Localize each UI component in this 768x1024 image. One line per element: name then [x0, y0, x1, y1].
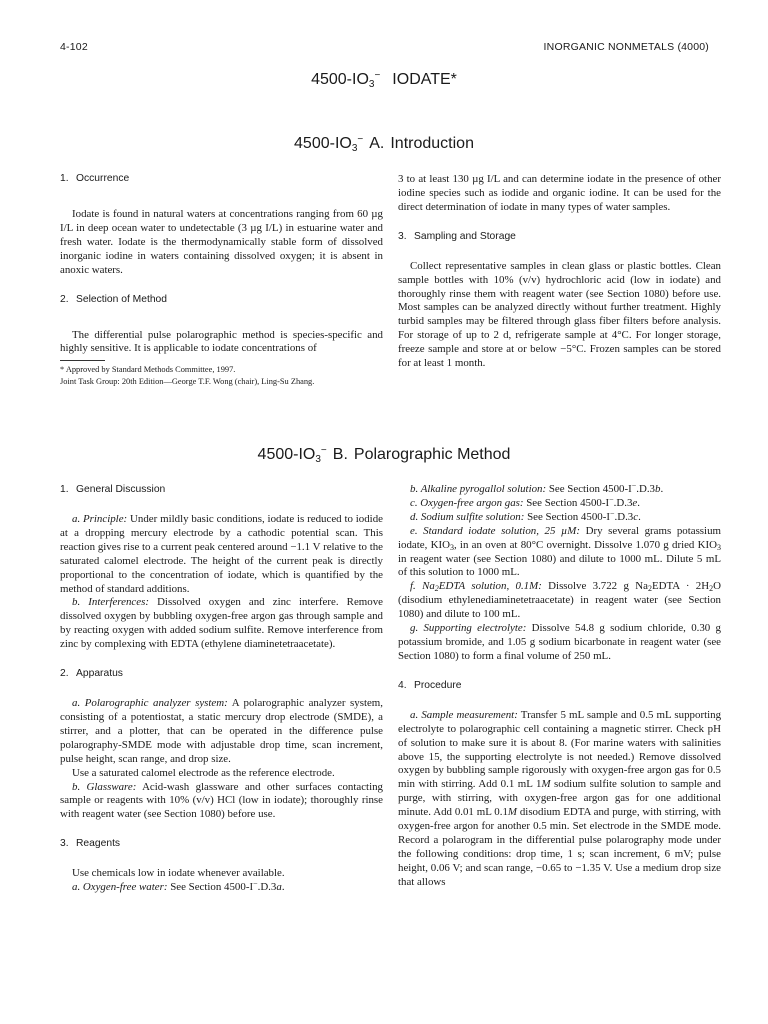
footnote-rule [60, 360, 105, 361]
paragraph-principle: a. Principle: Under mildly basic conditions, iodate is reduced to iodide at a dropping mercury electrode by a cathodic potential scan. This reaction gives rise to a current peak centered around −1.1 V relative to the saturated calomel electrode. The height of the current peak is directly proportional to the concentration of iodate, which is quantified by the method of standard additions. [60, 513, 383, 595]
heading-selection-of-method: 2. Selection of Method [60, 293, 168, 305]
heading-general-discussion: 1. General Discussion [60, 484, 166, 495]
paragraph-selection-of-method: The differential pulse polarographic method is species-specific and highly sensitive. It is applicable to iodate concentrations of [60, 328, 383, 355]
paragraph-sodium-sulfite: d. Sodium sulfite solution: See Section 4500-I−.D.3c. [410, 508, 641, 523]
paragraph-polarographic-analyzer: a. Polarographic analyzer system: A polarographic analyzer system, consisting of a potentiostat, a static mercury drop electrode (SMDE), a stirrer, and a plotter, that can be operated in the difference pulse polarography-SMDE mode with adjustable drop time, scan increment, pulse height, scan range, and drop size. [60, 697, 383, 765]
section-b-right-column [398, 483, 721, 890]
footnote-approval: * Approved by Standard Methods Committee, 1997. [60, 365, 236, 374]
heading-sampling-and-storage: 3. Sampling and Storage [398, 230, 516, 242]
section-b-title: $4500-IO_3^-$ B. Polarographic Method [257, 445, 511, 465]
paragraph-supporting-electrolyte: g. Supporting electrolyte: Dissolve 54.8 g sodium chloride, 0.30 g potassium bromide, and 1.05 g sodium bicarbonate in reagent water (see Section 1080) to form a final volume of 250 mL. [398, 622, 721, 662]
paragraph-sampling-and-storage: Collect representative samples in clean glass or plastic bottles. Clean sample bottles with 10% (v/v) hydrochloric acid (low in iodate) and thoroughly rinse them with reagent water (see Section 1080) before use. Most samples can be analyzed directly without further treatment. Highly turbid samples may be filtered through glass fiber filters before analysis. For storage of up to 2 d, refrigerate sample at 4°C. For longer storage, freeze sample and store at or below −5°C. Frozen samples can be stored for at least 1 month. [398, 259, 721, 370]
footnote-task-group: Joint Task Group: 20th Edition—George T.F. Wong (chair), Ling-Su Zhang. [60, 377, 315, 386]
heading-reagents: 3. Reagents [60, 838, 121, 850]
paragraph-oxygen-free-water: a. Oxygen-free water: See Section 4500-I−.D.3a. [72, 879, 285, 894]
section-a-title: $4500-IO_3^-$ A. Introduction [294, 134, 474, 154]
heading-occurrence: 1. Occurrence [60, 173, 130, 184]
paragraph-na2edta: f. $Na_2EDTA$ solution, 0.1M: Dissolve 3.722 g $Na_2EDTA \cdot 2H_2O$ (disodium ethylenediaminetetraacetate) in reagent water (see Section 1080) and dilute to 100 mL. [398, 580, 721, 621]
paragraph-oxygen-free-argon: c. Oxygen-free argon gas: See Section 4500-I−.D.3e. [410, 494, 640, 509]
paragraph-standard-iodate: e. Standard iodate solution, 25 µM: Dry several grams potassium iodate, $KIO_3$, in an oven at 80°C overnight. Dissolve 1.070 g dried $KIO_3$ in reagent water (see Section 1080) and dilute to 1000 mL. Dilute 5 mL of this solution to 1000 mL. [398, 524, 721, 579]
paragraph-occurrence: Iodate is found in natural waters at concentrations ranging from 60 µg I/L in deep ocean water to undetectable (3 µg I/L) in estuarine water and fresh water. Iodate is the thermodynamically stable form of dissolved inorganic iodine in waters containing dissolved oxygen; it is absent in anoxic waters. [60, 208, 383, 276]
paragraph-reagents-intro: Use chemicals low in iodate whenever available. [72, 867, 285, 880]
paragraph-sample-measurement: a. Sample measurement: Transfer 5 mL sample and 0.5 mL supporting electrolyte to polarographic cell containing a magnetic stirrer. Check pH of solution to make sure it is about 8. (For marine waters with salinities above 15, the supporting electrolyte is not needed.) Remove dissolved oxygen by bubbling sample rigorously with oxygen-free argon gas for 0.5 min with stirring. Add 0.1 mL 1M sodium sulfite solution to sample and purge, with stirring, with oxygen-free argon gas for one additional minute. Add 0.01 mL 0.1M disodium EDTA and purge, with stirring, with oxygen-free argon for another 0.5 min. Set electrode in the SMDE mode. Record a polarogram in the differential pulse polarography mode under the following conditions: drop time, 1 s; scan increment, 6 mV; pulse height, 0.06 V; and scan range, −0.65 to −1.35 V. Use a medium drop size that allows [398, 708, 722, 888]
paragraph-alkaline-pyrogallol: b. Alkaline pyrogallol solution: See Section 4500-I−.D.3b. [410, 481, 664, 495]
section-a-right-column [398, 173, 721, 371]
section-a-left-column [60, 172, 383, 356]
document-title: $4500-IO_3^-$ IODATE* [311, 70, 457, 90]
paragraph-interferences: b. Interferences: Dissolved oxygen and zinc interfere. Remove dissolved oxygen by bubbling oxygen-free argon gas through sample and by reacting oxygen with added sodium sulfite. Remove interference from zinc by complexing with EDTA (ethylene diaminetetraacetate). [60, 596, 383, 651]
paragraph-selection-continued: 3 to at least 130 µg I/L and can determine iodate in the presence of other iodine species such as iodide and organic iodine. It can be used for the direct determination of iodate in many types of water samples. [398, 173, 721, 213]
paragraph-glassware: b. Glassware: Acid-wash glassware and other surfaces contacting sample or reagents with 10% (v/v) HCl (low in iodate); thoroughly rinse with reagent water (see Section 1080) before use. [60, 780, 383, 821]
section-b-left-column [60, 483, 383, 895]
heading-procedure: 4. Procedure [398, 679, 462, 691]
page-number: 4-102 [60, 41, 88, 53]
footnote [60, 364, 390, 388]
heading-apparatus: 2. Apparatus [60, 668, 123, 680]
paragraph-calomel-electrode: Use a saturated calomel electrode as the reference electrode. [72, 766, 335, 779]
running-head: INORGANIC NONMETALS (4000) [543, 41, 709, 53]
